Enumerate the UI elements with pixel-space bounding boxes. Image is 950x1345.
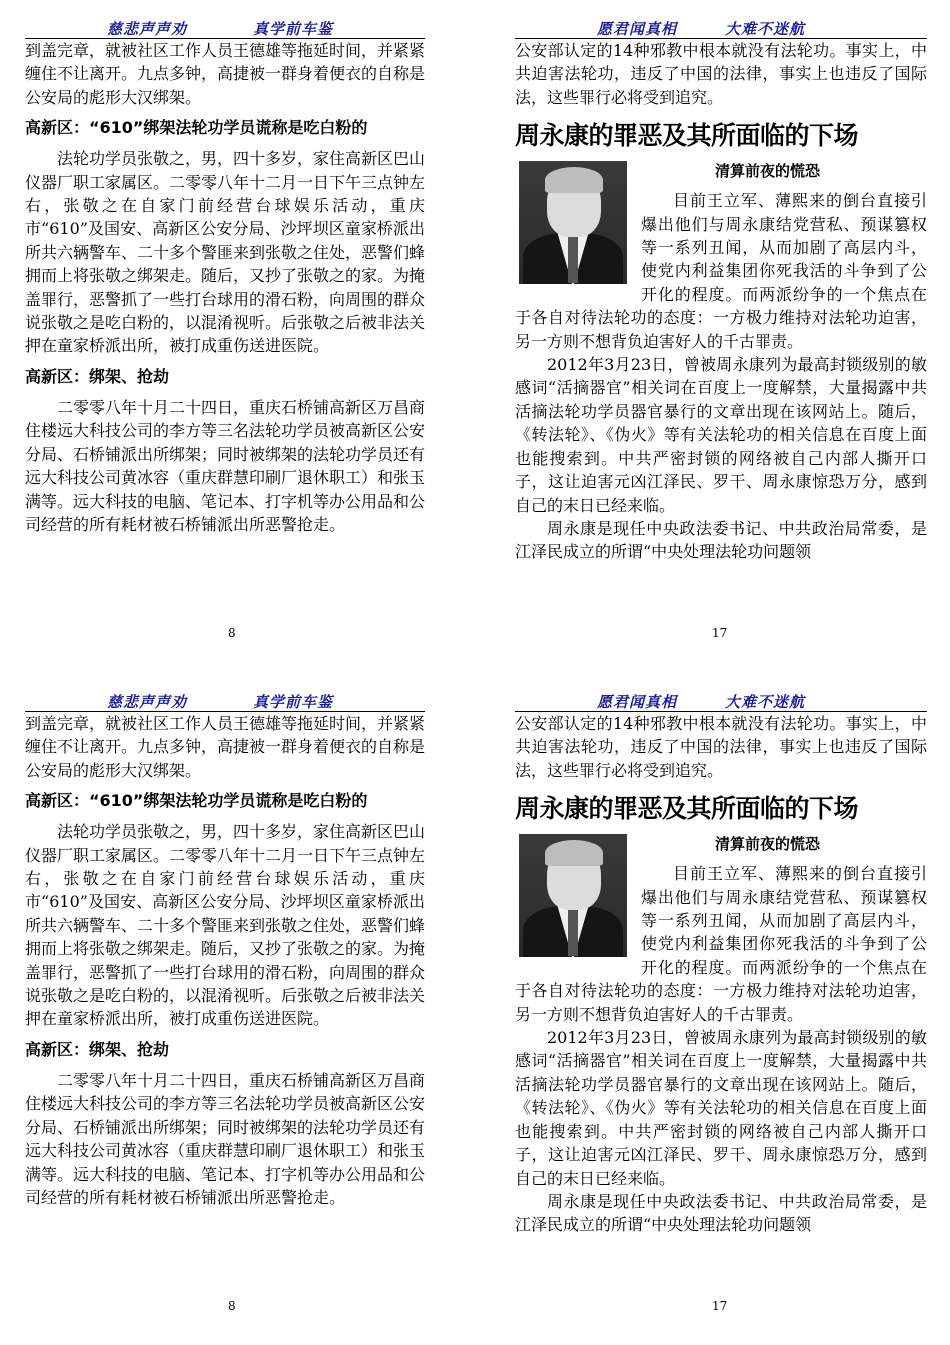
paragraph: 周永康是现任中央政法委书记、中共政治局常委，是江泽民成立的所谓“中央处理法轮功问题领: [515, 1191, 927, 1235]
paragraph: 到盖完章，就被社区工作人员王德雄等拖延时间，并紧紧缠住不让离开。九点多钟，高捷被一群身着便衣的自称是公安局的彪形大汉绑架。: [25, 714, 426, 780]
paragraph: 到盖完章，就被社区工作人员王德雄等拖延时间，并紧紧缠住不让离开。九点多钟，高捷被一群身着便衣的自称是公安局的彪形大汉绑架。: [25, 41, 426, 107]
paragraph: 法轮功学员张敬之，男，四十多岁，家住高新区巴山仪器厂职工家属区。二零零八年十二月一日下午三点钟左右，张敬之在自家门前经营台球娱乐活动，重庆市“610”及国安、高新区公安分局、沙坪坝区童家桥派出所共六辆警车、二十多个警匪来到张敬之住处，恶警们蜂拥而上将张敬之绑架走。随后，又抄了张敬之的家。为掩盖罪行，恶警抓了一些打台球用的滑石粉，向周围的群众说张敬之是吃白粉的，以混淆视听。后张敬之后被非法关押在童家桥派出所，被打成重伤送进医院。: [25, 149, 426, 356]
article-title: 周永康的罪恶及其所面临的下场: [515, 794, 859, 824]
page-number: 8: [228, 626, 236, 640]
paragraph: 周永康是现任中央政法委书记、中共政治局常委，是江泽民成立的所谓“中央处理法轮功问题领: [515, 518, 927, 562]
section-heading: 高新区：绑架、抢劫: [25, 366, 170, 386]
page-number: 17: [712, 626, 728, 640]
article-title: 周永康的罪恶及其所面临的下场: [515, 121, 859, 151]
running-header-left: [25, 673, 425, 712]
header-left-phrase-2: 真学前车鉴: [253, 20, 334, 38]
left-column: [25, 673, 425, 1209]
paragraph: 目前王立军、薄熙来的倒台直接引爆出他们与周永康结党营私、预谋篡权等一系列丑闻，从而加剧了高层内斗，使党内利益集团你死我活的斗争到了公开化的程度。而两派纷争的一个焦点在于各自对待法轮功的态度：一方极力维持对法轮功迫害，另一方则不想背负迫害好人的千古罪责。: [515, 864, 927, 1024]
right-column: [515, 0, 927, 564]
running-header-left: [25, 0, 425, 39]
left-column: [25, 0, 425, 536]
paragraph: 公安部认定的14种邪教中根本就没有法轮功。事实上，中共迫害法轮功，违反了中国的法律，事实上也违反了国际法，这些罪行必将受到追究。: [515, 714, 927, 780]
header-left-phrase-1: 慈悲声声劝: [107, 20, 188, 38]
portrait-photo: [519, 834, 627, 957]
section-heading: 高新区：“610”绑架法轮功学员谎称是吃白粉的: [25, 791, 368, 811]
header-left-phrase-2: 真学前车鉴: [253, 693, 334, 711]
paragraph: 公安部认定的14种邪教中根本就没有法轮功。事实上，中共迫害法轮功，违反了中国的法律，事实上也违反了国际法，这些罪行必将受到追究。: [515, 41, 927, 107]
paragraph: 二零零八年十月二十四日，重庆石桥铺高新区万昌商住楼远大科技公司的李方等三名法轮功学员被高新区公安分局、石桥铺派出所绑架；同时被绑架的法轮功学员还有远大科技公司黄冰容（重庆群慧印刷厂退休职工）和张玉满等。远大科技的电脑、笔记本、打字机等办公用品和公司经营的所有耗材被石桥铺派出所恶警抢走。: [25, 397, 426, 534]
portrait-photo: [519, 161, 627, 284]
paragraph: 2012年3月23日，曾被周永康列为最高封锁级别的敏感词“活摘器官”相关词在百度上一度解禁，大量揭露中共活摘法轮功学员器官暴行的文章出现在该网站上。随后，《转法轮》、《伪火》等有关法轮功的相关信息在百度上面也能搜索到。中共严密封锁的网络被自己内部人撕开口子，这让迫害元凶江泽民、罗干、周永康惊恐万分，感到自己的末日已经来临。: [515, 1028, 927, 1188]
header-right-phrase-2: 大难不迷航: [725, 693, 806, 711]
section-heading: 高新区：“610”绑架法轮功学员谎称是吃白粉的: [25, 118, 368, 138]
header-right-phrase-2: 大难不迷航: [725, 20, 806, 38]
page-spread-top: [0, 0, 950, 672]
header-left-phrase-1: 慈悲声声劝: [107, 693, 188, 711]
header-right-phrase-1: 愿君闻真相: [597, 693, 678, 711]
right-column: [515, 673, 927, 1237]
paragraph: 二零零八年十月二十四日，重庆石桥铺高新区万昌商住楼远大科技公司的李方等三名法轮功学员被高新区公安分局、石桥铺派出所绑架；同时被绑架的法轮功学员还有远大科技公司黄冰容（重庆群慧印刷厂退休职工）和张玉满等。远大科技的电脑、笔记本、打字机等办公用品和公司经营的所有耗材被石桥铺派出所恶警抢走。: [25, 1070, 426, 1207]
section-heading: 高新区：绑架、抢劫: [25, 1039, 170, 1059]
paragraph: 2012年3月23日，曾被周永康列为最高封锁级别的敏感词“活摘器官”相关词在百度上一度解禁，大量揭露中共活摘法轮功学员器官暴行的文章出现在该网站上。随后，《转法轮》、《伪火》等有关法轮功的相关信息在百度上面也能搜索到。中共严密封锁的网络被自己内部人撕开口子，这让迫害元凶江泽民、罗干、周永康惊恐万分，感到自己的末日已经来临。: [515, 355, 927, 515]
article-subtitle: 清算前夜的慌恐: [715, 162, 821, 181]
page-number: 8: [228, 1299, 236, 1313]
article-subtitle: 清算前夜的慌恐: [715, 835, 821, 854]
page-spread-bottom: [0, 673, 950, 1345]
page-number: 17: [712, 1299, 728, 1313]
paragraph: 法轮功学员张敬之，男，四十多岁，家住高新区巴山仪器厂职工家属区。二零零八年十二月一日下午三点钟左右，张敬之在自家门前经营台球娱乐活动，重庆市“610”及国安、高新区公安分局、沙坪坝区童家桥派出所共六辆警车、二十多个警匪来到张敬之住处，恶警们蜂拥而上将张敬之绑架走。随后，又抄了张敬之的家。为掩盖罪行，恶警抓了一些打台球用的滑石粉，向周围的群众说张敬之是吃白粉的，以混淆视听。后张敬之后被非法关押在童家桥派出所，被打成重伤送进医院。: [25, 822, 426, 1029]
running-header-right: [515, 0, 927, 39]
running-header-right: [515, 673, 927, 712]
header-right-phrase-1: 愿君闻真相: [597, 20, 678, 38]
paragraph: 目前王立军、薄熙来的倒台直接引爆出他们与周永康结党营私、预谋篡权等一系列丑闻，从而加剧了高层内斗，使党内利益集团你死我活的斗争到了公开化的程度。而两派纷争的一个焦点在于各自对待法轮功的态度：一方极力维持对法轮功迫害，另一方则不想背负迫害好人的千古罪责。: [515, 191, 927, 351]
